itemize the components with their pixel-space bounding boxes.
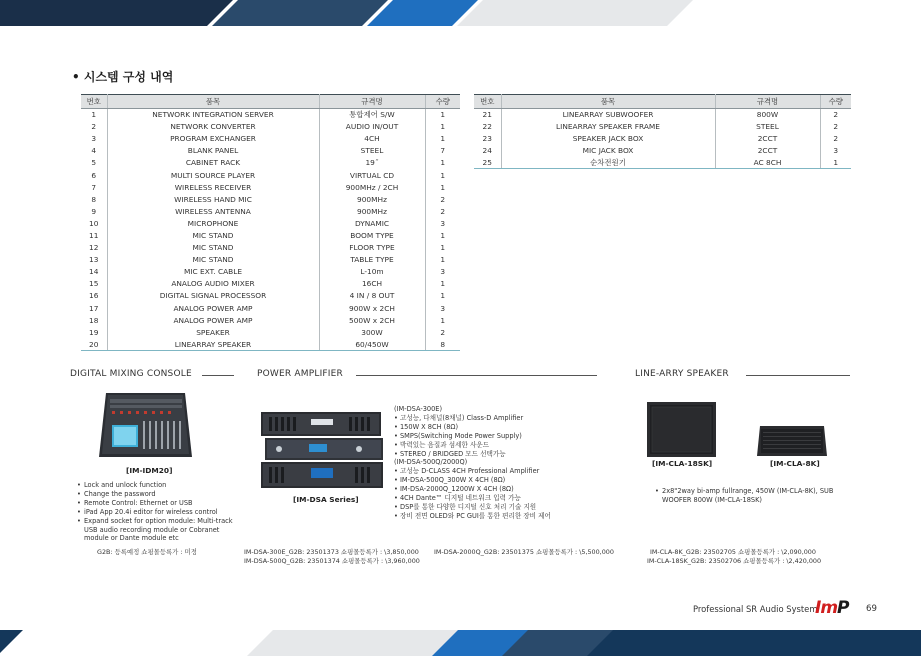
- cell-qty: 1: [425, 133, 460, 145]
- page-number: 69: [866, 604, 877, 614]
- cell-no: 12: [81, 242, 107, 254]
- table-row: [81, 121, 460, 133]
- table-row: [81, 145, 460, 157]
- cell-qty: 2: [425, 205, 460, 217]
- cell-no: 2: [81, 121, 107, 133]
- header-spec: 규격명: [715, 95, 820, 109]
- category-power-amplifier: POWER AMPLIFIER: [257, 369, 343, 379]
- brand-logo: ImP: [815, 598, 849, 618]
- top-decorative-band: [0, 0, 921, 26]
- table-row: [81, 157, 460, 169]
- header-spec: 규격명: [319, 95, 425, 109]
- cell-qty: 2: [425, 193, 460, 205]
- table-row: [81, 326, 460, 338]
- cell-no: 3: [81, 133, 107, 145]
- feature-item: • 고성능, 다채널(8채널) Class-D Amplifier: [394, 413, 524, 422]
- feature-item: • 4CH Dante™ 디지털 네트워크 입력 가능: [394, 494, 521, 503]
- feature-item: • Expand socket for option module: Multi-track USB audio recording module or Cobranet module or Dante module etc: [77, 517, 242, 544]
- line-array-speaker-image: [757, 426, 827, 456]
- feature-item: • Remote Control: Ethernet or USB: [77, 499, 242, 508]
- footer-text: Professional SR Audio System: [693, 604, 818, 614]
- cell-no: 24: [474, 145, 501, 157]
- feature-item: • DSP를 통한 다양한 디지털 신호 처리 기술 지원: [394, 502, 537, 511]
- cell-qty: 3: [425, 302, 460, 314]
- cell-qty: 1: [425, 121, 460, 133]
- amp-feature-list: [394, 405, 599, 521]
- feature-item: • Lock and unlock function: [77, 481, 242, 490]
- table-row: [81, 302, 460, 314]
- speaker-feature-list: [655, 487, 835, 505]
- feature-item: • 고성능 D-CLASS 4CH Professional Amplifier: [394, 467, 540, 476]
- table-row: [81, 205, 460, 217]
- cell-spec: STEEL: [360, 146, 384, 156]
- speaker-price-note-1: IM-CLA-8K_G2B: 23502705 쇼핑몰등록가 : \2,090,000: [650, 548, 816, 556]
- cell-spec: 60/450W: [319, 338, 425, 350]
- cell-no: 17: [81, 302, 107, 314]
- category-divider: [202, 375, 234, 376]
- category-mixing-console: DIGITAL MIXING CONSOLE: [70, 369, 192, 379]
- cell-no: 9: [81, 205, 107, 217]
- header-qty: 수량: [425, 95, 460, 109]
- cell-spec: AUDIO IN/OUT: [345, 122, 399, 132]
- cell-spec: 2CCT: [757, 134, 778, 144]
- spec-table-left: [81, 94, 460, 351]
- table-row: [81, 338, 460, 350]
- cell-no: 6: [81, 169, 107, 181]
- cell-spec: 300W: [361, 327, 383, 337]
- header-item: 품목: [501, 95, 715, 109]
- cell-qty: 1: [425, 242, 460, 254]
- feature-item: (IM-DSA-300E): [394, 405, 443, 413]
- table-row: [81, 314, 460, 326]
- feature-item: • Change the password: [77, 490, 242, 499]
- cell-qty: 1: [425, 157, 460, 169]
- cell-spec: AC 8CH: [715, 157, 820, 169]
- header-no: 번호: [81, 95, 107, 109]
- cell-qty: 1: [425, 278, 460, 290]
- power-amplifier-image: [259, 410, 386, 492]
- cell-no: 11: [81, 229, 107, 241]
- cell-qty: 1: [425, 254, 460, 266]
- cell-spec: DYNAMIC: [354, 218, 390, 228]
- cell-spec: 900MHz / 2CH: [345, 182, 399, 192]
- cell-item: SPEAKER: [107, 326, 319, 338]
- cell-spec: L-10m: [360, 267, 384, 277]
- cell-qty: 3: [425, 217, 460, 229]
- cell-spec: 4CH: [364, 134, 380, 144]
- header-no: 번호: [474, 95, 501, 109]
- feature-item: • IM-DSA-2000Q_1200W X 4CH (8Ω): [394, 485, 514, 494]
- cell-no: 16: [81, 290, 107, 302]
- spec-table-right: [474, 94, 851, 169]
- section-title: • 시스템 구성 내역: [72, 70, 174, 84]
- cell-spec: TABLE TYPE: [350, 255, 394, 265]
- speaker-price-note-2: IM-CLA-18SK_G2B: 23502706 쇼핑몰등록가 : \2,420,000: [647, 557, 822, 565]
- cell-item: WIRELESS HAND MIC: [107, 193, 319, 205]
- cell-no: 23: [474, 133, 501, 145]
- cell-item: 순차전원기: [501, 157, 715, 169]
- table-row: [81, 169, 460, 181]
- cell-spec: FLOOR TYPE: [349, 243, 395, 253]
- table-row: [81, 278, 460, 290]
- feature-item: • iPad App 20.4i editor for wireless control: [77, 508, 242, 517]
- feature-item: • IM-DSA-500Q_300W X 4CH (8Ω): [394, 476, 506, 485]
- speaker-model-label-1: [IM-CLA-18SK]: [652, 459, 713, 468]
- cell-item: MICROPHONE: [107, 217, 319, 229]
- cell-no: 22: [474, 121, 501, 133]
- cell-spec: 900W x 2CH: [349, 303, 395, 313]
- cell-item: MULTI SOURCE PLAYER: [107, 169, 319, 181]
- table-row: [81, 290, 460, 302]
- cell-item: LINEARRAY SPEAKER: [107, 338, 319, 350]
- bottom-decorative-band: [0, 630, 921, 656]
- feature-item: • STEREO / BRIDGED 모드 선택가능: [394, 449, 506, 458]
- cell-no: 10: [81, 217, 107, 229]
- cell-item: NETWORK INTEGRATION SERVER: [107, 109, 319, 121]
- cell-item: ANALOG POWER AMP: [107, 314, 319, 326]
- table-row: [81, 181, 460, 193]
- cell-spec: STEEL: [756, 122, 779, 132]
- cell-spec: 4 IN / 8 OUT: [349, 291, 395, 301]
- cell-no: 1: [81, 109, 107, 121]
- cell-item: MIC JACK BOX: [501, 145, 715, 157]
- feature-item: (IM-DSA-500Q/2000Q): [394, 458, 468, 467]
- table-row: [81, 242, 460, 254]
- mixer-price-note: G2B: 등록예정 쇼핑몰등록가 : 미정: [97, 548, 197, 556]
- cell-no: 5: [81, 157, 107, 169]
- mixer-model-label: [IM-IDM20]: [126, 466, 173, 475]
- table-row: [81, 109, 460, 121]
- table-row: [81, 133, 460, 145]
- cell-no: 4: [81, 145, 107, 157]
- cell-item: LINEARRAY SPEAKER FRAME: [501, 121, 715, 133]
- table-row: [81, 193, 460, 205]
- cell-qty: 1: [425, 169, 460, 181]
- cell-item: BLANK PANEL: [107, 145, 319, 157]
- cell-item: MIC STAND: [107, 229, 319, 241]
- cell-item: MIC EXT. CABLE: [107, 266, 319, 278]
- table-row: [81, 229, 460, 241]
- cell-qty: 1: [425, 181, 460, 193]
- feature-item: • 150W X 8CH (8Ω): [394, 422, 459, 431]
- cell-qty: 1: [425, 229, 460, 241]
- feature-item: • 장비 전면 OLED와 PC GUI를 통한 편리한 장비 제어: [394, 511, 551, 520]
- cell-no: 8: [81, 193, 107, 205]
- cell-item: ANALOG AUDIO MIXER: [107, 278, 319, 290]
- header-qty: 수량: [820, 95, 851, 109]
- cell-no: 15: [81, 278, 107, 290]
- cell-spec: VIRTUAL CD: [349, 170, 395, 180]
- cell-qty: 2: [820, 121, 851, 133]
- cell-item: WIRELESS ANTENNA: [107, 205, 319, 217]
- speaker-model-label-2: [IM-CLA-8K]: [770, 459, 820, 468]
- cell-spec: 통합제어 S/W: [349, 110, 395, 120]
- cell-spec: BOOM TYPE: [350, 230, 394, 240]
- cell-item: SPEAKER JACK BOX: [501, 133, 715, 145]
- digital-mixer-image: [98, 391, 193, 461]
- cell-no: 14: [81, 266, 107, 278]
- category-divider: [746, 375, 850, 376]
- cell-qty: 2: [820, 109, 851, 121]
- feature-item: • SMPS(Switching Mode Power Supply): [394, 431, 522, 440]
- cell-no: 20: [81, 338, 107, 350]
- cell-qty: 1: [820, 157, 851, 169]
- cell-qty: 2: [425, 326, 460, 338]
- cell-spec: 19˝: [365, 158, 379, 168]
- table-row: [81, 217, 460, 229]
- cell-no: 21: [474, 109, 501, 121]
- cell-item: MIC STAND: [107, 254, 319, 266]
- cell-qty: 3: [425, 266, 460, 278]
- category-line-array-speaker: LINE-ARRY SPEAKER: [635, 369, 729, 379]
- cell-spec: 800W: [756, 110, 779, 120]
- cell-qty: 1: [425, 290, 460, 302]
- header-item: 품목: [107, 95, 319, 109]
- cell-item: NETWORK CONVERTER: [107, 121, 319, 133]
- table-row: [474, 133, 851, 145]
- table-row: [474, 157, 851, 169]
- cell-qty: 2: [820, 133, 851, 145]
- cell-spec: 900MHz: [357, 194, 387, 204]
- category-divider: [356, 375, 597, 376]
- cell-item: LINEARRAY SUBWOOFER: [501, 109, 715, 121]
- mixer-feature-list: [77, 481, 242, 543]
- cell-item: MIC STAND: [107, 242, 319, 254]
- cell-no: 25: [474, 157, 501, 169]
- cell-item: ANALOG POWER AMP: [107, 302, 319, 314]
- cell-no: 19: [81, 326, 107, 338]
- table-row: [474, 145, 851, 157]
- cell-qty: 1: [425, 314, 460, 326]
- cell-spec: 900MHz: [357, 206, 387, 216]
- table-row: [81, 266, 460, 278]
- cell-no: 18: [81, 314, 107, 326]
- cell-spec: 2CCT: [757, 146, 778, 156]
- amp-model-label: [IM-DSA Series]: [293, 495, 359, 504]
- table-row: [81, 254, 460, 266]
- cell-spec: 16CH: [361, 279, 383, 289]
- cell-qty: 3: [820, 145, 851, 157]
- amp-price-note-2: IM-DSA-500Q_G2B: 23501374 쇼핑몰등록가 : \3,960,000: [244, 557, 420, 565]
- feature-item: • 2x8"2way bi-amp fullrange, 450W (IM-CLA-8K), SUB WOOFER 800W (IM-CLA-18SK): [655, 487, 835, 505]
- cell-qty: 8: [425, 338, 460, 350]
- cell-qty: 1: [425, 109, 460, 121]
- cell-item: DIGITAL SIGNAL PROCESSOR: [107, 290, 319, 302]
- subwoofer-image: [647, 402, 716, 457]
- cell-spec: 500W x 2CH: [349, 315, 395, 325]
- cell-qty: 7: [425, 145, 460, 157]
- feature-item: • 박력있는 음질과 섬세한 사운드: [394, 440, 490, 449]
- cell-no: 13: [81, 254, 107, 266]
- cell-no: 7: [81, 181, 107, 193]
- table-row: [474, 109, 851, 121]
- table-row: [474, 121, 851, 133]
- amp-price-note-1: IM-DSA-300E_G2B: 23501373 쇼핑몰등록가 : \3,850,000: [244, 548, 419, 556]
- amp-price-note-3: IM-DSA-2000Q_G2B: 23501375 쇼핑몰등록가 : \5,500,000: [434, 548, 614, 556]
- cell-item: CABINET RACK: [107, 157, 319, 169]
- cell-item: PROGRAM EXCHANGER: [107, 133, 319, 145]
- cell-item: WIRELESS RECEIVER: [107, 181, 319, 193]
